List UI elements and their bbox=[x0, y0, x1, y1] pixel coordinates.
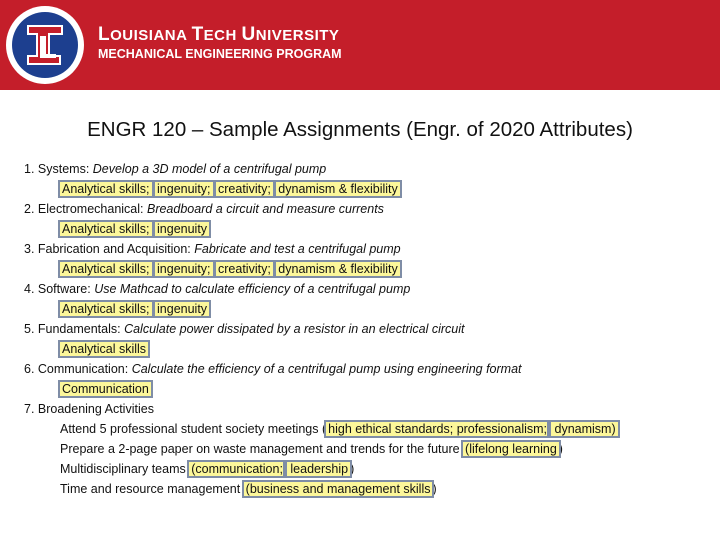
attribute-tag: (lifelong learning bbox=[465, 442, 557, 456]
attribute-tag: dynamism) bbox=[551, 422, 616, 436]
attribute-tag: Analytical skills; bbox=[62, 302, 150, 316]
attribute-tag: Analytical skills; bbox=[62, 222, 150, 236]
university-initial-l: L bbox=[98, 24, 111, 45]
attribute-tag: ingenuity; bbox=[157, 262, 211, 276]
attribute-tag: Communication bbox=[62, 382, 149, 396]
activity-paren: ( bbox=[321, 422, 327, 436]
attribute-tag: (communication; bbox=[191, 462, 283, 476]
university-initial-t: T bbox=[191, 24, 204, 45]
attribute-tag: Analytical skills; bbox=[62, 262, 150, 276]
lt-monogram-icon bbox=[6, 6, 84, 84]
attribute-tag: high ethical standards; professionalism; bbox=[328, 422, 548, 436]
university-word-1: OUISIANA bbox=[110, 27, 192, 44]
attribute-row bbox=[60, 260, 400, 278]
item-description: Calculate power dissipated by a resistor in an electrical circuit bbox=[124, 322, 465, 336]
attribute-row bbox=[60, 300, 209, 318]
banner-divider bbox=[0, 90, 720, 94]
attribute-tag: dynamism & flexibility bbox=[278, 182, 398, 196]
attribute-tag: dynamism & flexibility bbox=[278, 262, 398, 276]
activity-text: Attend 5 professional student society meetings bbox=[60, 422, 322, 436]
university-name bbox=[98, 24, 339, 46]
activity-paren: ) bbox=[350, 462, 355, 476]
university-logo bbox=[6, 6, 84, 84]
activity-row bbox=[60, 460, 354, 478]
attribute-tag: Analytical skills bbox=[62, 342, 147, 356]
attribute-tag: ingenuity bbox=[157, 222, 208, 236]
attribute-tag: ingenuity; bbox=[157, 182, 211, 196]
activity-paren: ) bbox=[432, 482, 437, 496]
item-label: 2. Electromechanical: bbox=[24, 202, 147, 216]
item-description: Develop a 3D model of a centrifugal pump bbox=[92, 162, 327, 176]
activity-row bbox=[60, 480, 437, 498]
attribute-tag: Analytical skills; bbox=[62, 182, 150, 196]
program-name: MECHANICAL ENGINEERING PROGRAM bbox=[98, 47, 342, 61]
list-item bbox=[24, 160, 326, 178]
item-label: 7. Broadening Activities bbox=[24, 402, 154, 416]
slide-title: ENGR 120 – Sample Assignments (Engr. of 2020 Attributes) bbox=[87, 118, 633, 141]
item-label: 3. Fabrication and Acquisition: bbox=[24, 242, 195, 256]
activity-row bbox=[60, 420, 618, 438]
item-description: Breadboard a circuit and measure currents bbox=[146, 202, 384, 216]
list-item bbox=[24, 360, 522, 378]
activity-row bbox=[60, 440, 563, 458]
attribute-tag: leadership bbox=[286, 462, 349, 476]
activity-text: Prepare a 2-page paper on waste management and trends for the future bbox=[60, 442, 464, 456]
item-description: Calculate the efficiency of a centrifugal pump using engineering format bbox=[131, 362, 522, 376]
attribute-row bbox=[60, 380, 151, 398]
attribute-tag: creativity; bbox=[218, 262, 271, 276]
attribute-tag: ingenuity bbox=[157, 302, 208, 316]
header-banner bbox=[0, 0, 720, 94]
list-item bbox=[24, 240, 401, 258]
list-item bbox=[24, 400, 154, 418]
university-word-2: ECH bbox=[203, 27, 242, 44]
list-item bbox=[24, 320, 465, 338]
attribute-tag: (business and management skills bbox=[245, 482, 431, 496]
item-label: 6. Communication: bbox=[24, 362, 132, 376]
item-label: 5. Fundamentals: bbox=[24, 322, 125, 336]
list-item bbox=[24, 200, 384, 218]
activity-paren: ) bbox=[558, 442, 563, 456]
university-word-3: NIVERSITY bbox=[255, 27, 340, 44]
item-description: Fabricate and test a centrifugal pump bbox=[194, 242, 401, 256]
attribute-row bbox=[60, 220, 209, 238]
item-label: 4. Software: bbox=[24, 282, 95, 296]
attribute-row bbox=[60, 340, 148, 358]
activity-text: Multidisciplinary teams bbox=[60, 462, 190, 476]
list-item bbox=[24, 280, 410, 298]
university-initial-u: U bbox=[241, 24, 256, 45]
attribute-tag: creativity; bbox=[218, 182, 271, 196]
item-description: Use Mathcad to calculate efficiency of a centrifugal pump bbox=[94, 282, 411, 296]
activity-text: Time and resource management bbox=[60, 482, 244, 496]
item-label: 1. Systems: bbox=[24, 162, 93, 176]
attribute-row bbox=[60, 180, 400, 198]
